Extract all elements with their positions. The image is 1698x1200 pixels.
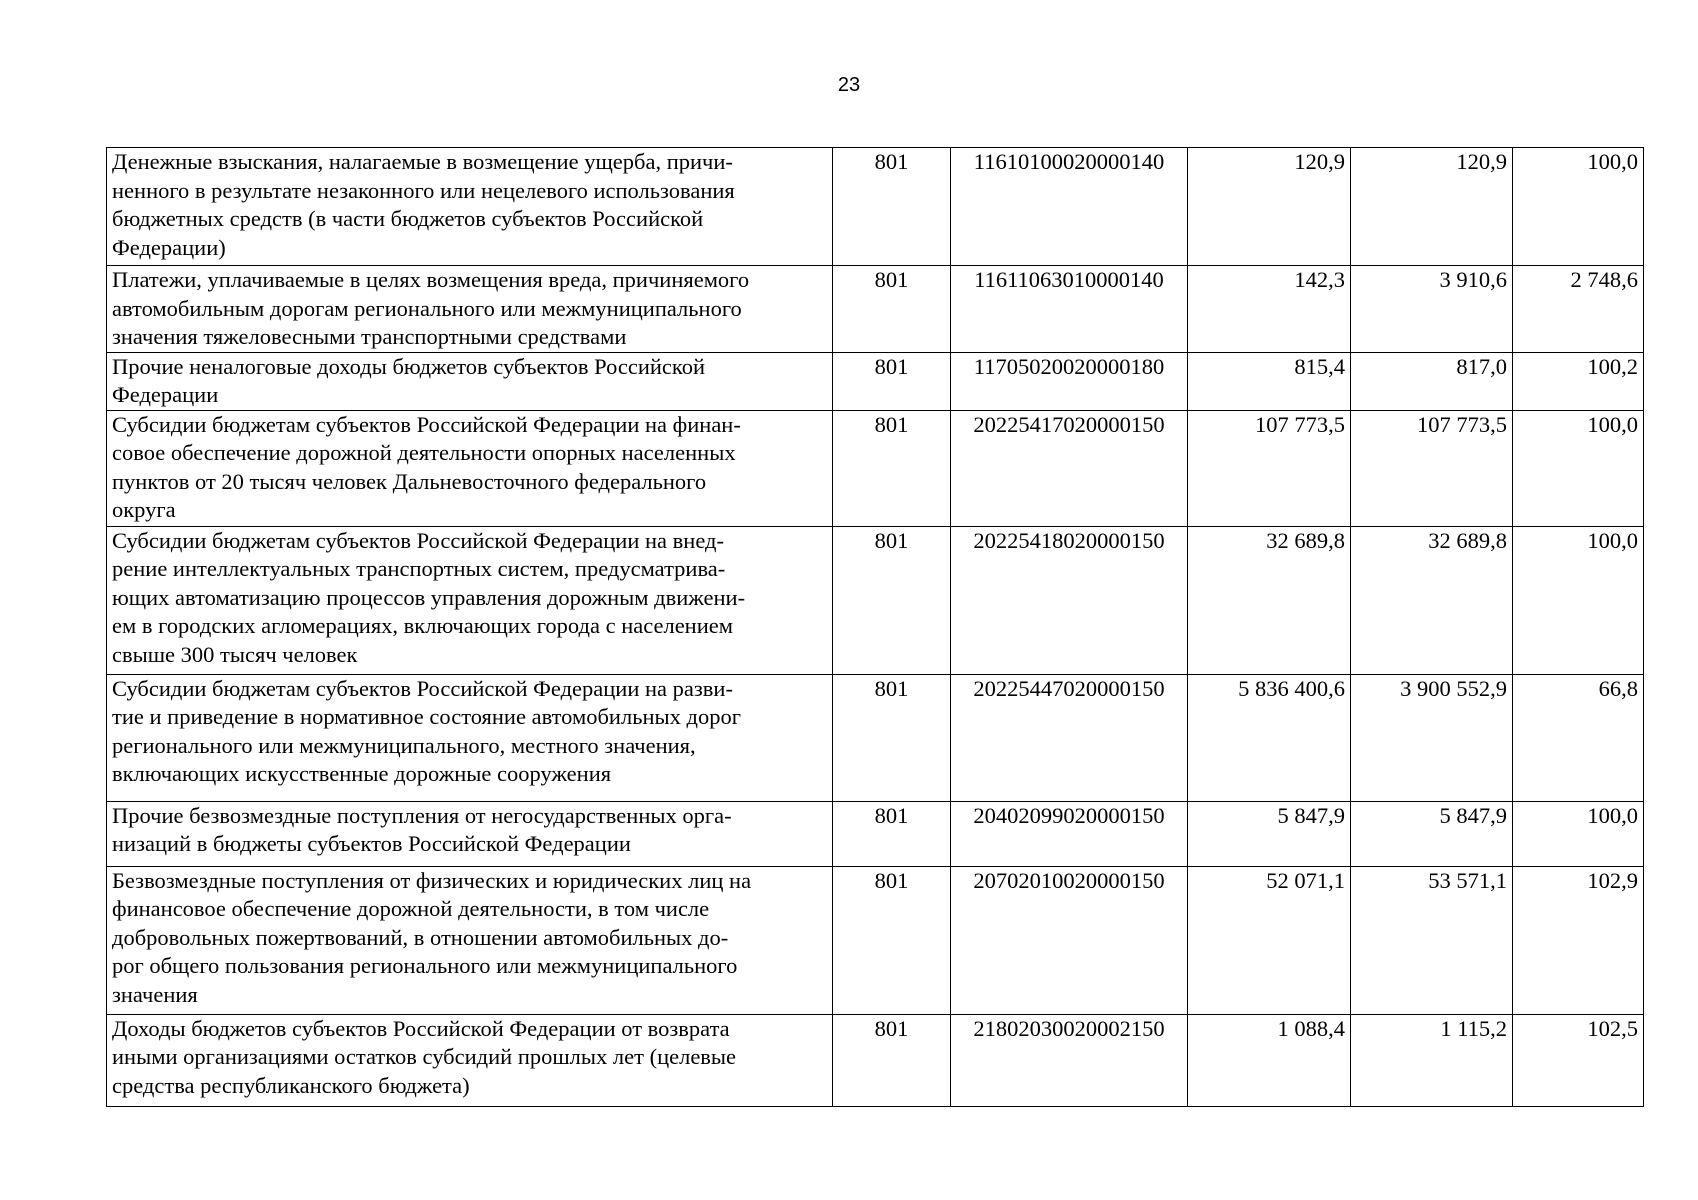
row-description <box>107 674 833 801</box>
description-line: Субсидии бюджетам субъектов Российской Федерации на внед- <box>112 527 724 553</box>
admin-code: 801 <box>833 866 951 1014</box>
description-line: совое обеспечение дорожной деятельности опорных населенных <box>112 440 736 465</box>
budget-classification-code: 11611063010000140 <box>951 266 1188 353</box>
description-line: Прочие безвозмездные поступления от негосударственных орга- <box>112 802 732 828</box>
plan-amount: 142,3 <box>1188 266 1351 353</box>
description-line: средства республиканского бюджета) <box>112 1072 470 1098</box>
admin-code: 801 <box>833 148 951 266</box>
plan-amount: 52 071,1 <box>1188 866 1351 1014</box>
table-row <box>107 148 1644 266</box>
actual-amount: 3 910,6 <box>1351 266 1513 353</box>
plan-amount: 32 689,8 <box>1188 526 1351 674</box>
execution-percent: 102,9 <box>1513 866 1644 1014</box>
description-line: Федерации <box>112 382 219 407</box>
description-line: рение интеллектуальных транспортных систем, предусматрива- <box>112 556 726 581</box>
plan-amount: 120,9 <box>1188 148 1351 266</box>
actual-amount: 120,9 <box>1351 148 1513 266</box>
execution-percent: 2 748,6 <box>1513 266 1644 353</box>
description-line: значения <box>112 981 198 1007</box>
execution-percent: 102,5 <box>1513 1014 1644 1106</box>
description-line: значения тяжеловесными транспортными средствами <box>112 324 627 349</box>
plan-amount: 1 088,4 <box>1188 1014 1351 1106</box>
description-line: ющих автоматизацию процессов управления дорожным движени- <box>112 584 746 610</box>
table-row <box>107 352 1644 410</box>
description-line: рог общего пользования регионального или межмуниципального <box>112 953 738 978</box>
page-number: 23 <box>837 74 861 96</box>
row-description <box>107 410 833 526</box>
plan-amount: 107 773,5 <box>1188 410 1351 526</box>
budget-classification-code: 21802030020002150 <box>951 1014 1188 1106</box>
admin-code: 801 <box>833 1014 951 1106</box>
description-line: Субсидии бюджетам субъектов Российской Федерации на разви- <box>112 675 733 701</box>
row-description <box>107 866 833 1014</box>
budget-classification-code: 11610100020000140 <box>951 148 1188 266</box>
row-description <box>107 148 833 266</box>
execution-percent: 100,0 <box>1513 526 1644 674</box>
execution-percent: 100,0 <box>1513 410 1644 526</box>
plan-amount: 5 836 400,6 <box>1188 674 1351 801</box>
admin-code: 801 <box>833 801 951 866</box>
description-line: регионального или межмуниципального, местного значения, <box>112 732 696 758</box>
admin-code: 801 <box>833 526 951 674</box>
revenue-table <box>106 147 1644 1107</box>
admin-code: 801 <box>833 266 951 353</box>
admin-code: 801 <box>833 674 951 801</box>
description-line: бюджетных средств (в части бюджетов субъектов Российской <box>112 206 704 231</box>
table-row <box>107 801 1644 866</box>
description-line: Доходы бюджетов субъектов Российской Федерации от возврата <box>112 1015 730 1041</box>
actual-amount: 107 773,5 <box>1351 410 1513 526</box>
execution-percent: 100,0 <box>1513 148 1644 266</box>
budget-classification-code: 20225447020000150 <box>951 674 1188 801</box>
row-description <box>107 526 833 674</box>
budget-classification-code: 20702010020000150 <box>951 866 1188 1014</box>
table-row <box>107 266 1644 353</box>
description-line: финансовое обеспечение дорожной деятельности, в том числе <box>112 896 710 921</box>
description-line: добровольных пожертвований, в отношении автомобильных до- <box>112 924 729 950</box>
description-line: ненного в результате незаконного или нецелевого использования <box>112 177 735 203</box>
execution-percent: 100,2 <box>1513 352 1644 410</box>
execution-percent: 100,0 <box>1513 801 1644 866</box>
actual-amount: 5 847,9 <box>1351 801 1513 866</box>
description-line: округа <box>112 497 176 522</box>
actual-amount: 3 900 552,9 <box>1351 674 1513 801</box>
table-body <box>107 148 1644 1107</box>
description-line: Безвозмездные поступления от физических и юридических лиц на <box>112 867 752 893</box>
description-line: иными организациями остатков субсидий прошлых лет (целевые <box>112 1044 737 1069</box>
budget-classification-code: 11705020020000180 <box>951 352 1188 410</box>
admin-code: 801 <box>833 352 951 410</box>
description-line: Федерации) <box>112 234 226 260</box>
budget-classification-code: 20225418020000150 <box>951 526 1188 674</box>
actual-amount: 817,0 <box>1351 352 1513 410</box>
plan-amount: 5 847,9 <box>1188 801 1351 866</box>
admin-code: 801 <box>833 410 951 526</box>
budget-classification-code: 20225417020000150 <box>951 410 1188 526</box>
table-row <box>107 410 1644 526</box>
plan-amount: 815,4 <box>1188 352 1351 410</box>
execution-percent: 66,8 <box>1513 674 1644 801</box>
description-line: включающих искусственные дорожные сооружения <box>112 761 612 786</box>
description-line: низаций в бюджеты субъектов Российской Федерации <box>112 831 631 856</box>
description-line: автомобильным дорогам регионального или межмуниципального <box>112 295 742 321</box>
actual-amount: 32 689,8 <box>1351 526 1513 674</box>
description-line: Платежи, уплачиваемые в целях возмещения вреда, причиняемого <box>112 267 750 292</box>
description-line: Прочие неналоговые доходы бюджетов субъектов Российской <box>112 353 705 379</box>
description-line: Субсидии бюджетам субъектов Российской Федерации на финан- <box>112 411 741 437</box>
description-line: пунктов от 20 тысяч человек Дальневосточного федерального <box>112 468 707 494</box>
table-row <box>107 1014 1644 1106</box>
actual-amount: 53 571,1 <box>1351 866 1513 1014</box>
description-line: Денежные взыскания, налагаемые в возмещение ущерба, причи- <box>112 149 733 174</box>
actual-amount: 1 115,2 <box>1351 1014 1513 1106</box>
table-row <box>107 866 1644 1014</box>
row-description <box>107 266 833 353</box>
row-description <box>107 801 833 866</box>
row-description <box>107 1014 833 1106</box>
description-line: тие и приведение в нормативное состояние автомобильных дорог <box>112 704 741 729</box>
budget-classification-code: 20402099020000150 <box>951 801 1188 866</box>
row-description <box>107 352 833 410</box>
description-line: ем в городских агломерациях, включающих города с населением <box>112 613 733 638</box>
description-line: свыше 300 тысяч человек <box>112 641 358 667</box>
table-row <box>107 526 1644 674</box>
table-row <box>107 674 1644 801</box>
